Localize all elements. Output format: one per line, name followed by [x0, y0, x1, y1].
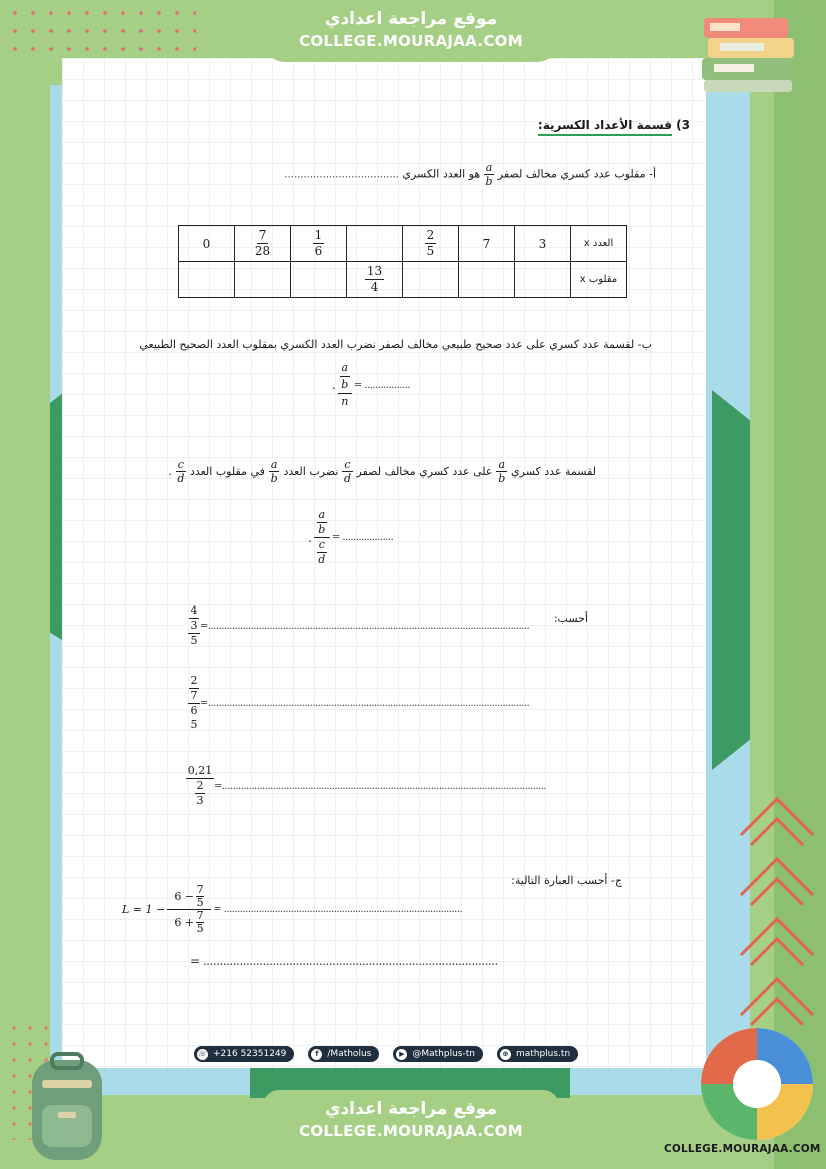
chevron-up-icon: [737, 795, 817, 1035]
part-a-text-before: مقلوب عدد كسري مخالف لصفر: [497, 167, 646, 181]
table-cell[interactable]: [347, 226, 403, 262]
contact-bar: [194, 1046, 578, 1062]
facebook-icon: f: [311, 1049, 322, 1060]
books-icon: [700, 14, 800, 96]
table-cell: $\frac{7}{28}$: [235, 226, 291, 262]
header-site-en: COLLEGE.MOURAJAA.COM: [299, 32, 523, 50]
table-row: [179, 262, 627, 298]
contact-website[interactable]: ⊕ mathplus.tn: [497, 1046, 578, 1062]
part-a-label: أ-: [648, 167, 656, 181]
decor-dots-top: [6, 4, 196, 52]
part-c-blank-2[interactable]: = .........................................................................................: [190, 954, 498, 968]
youtube-icon: ▶: [396, 1049, 407, 1060]
table-cell: $\frac{13}{4}$: [347, 262, 403, 298]
part-b-text: لقسمة عدد كسري على عدد صحيح طبيعي مخالف لصفر نضرب العدد الكسري بمقلوب العدد الصحيح الطبيعي: [139, 338, 635, 351]
part-a-statement: [284, 161, 656, 188]
college-logo-icon: [697, 1025, 817, 1143]
backpack-icon: [12, 1050, 122, 1165]
part-b-blank-2[interactable]: = ...................: [331, 532, 394, 543]
contact-facebook[interactable]: f /Matholus: [308, 1046, 379, 1062]
decor-green-right: [712, 390, 750, 770]
table-header-reciprocal: مقلوب x: [571, 262, 627, 298]
table-cell: $\frac{2}{5}$: [403, 226, 459, 262]
footer-site-ar: موقع مراجعة اعدادي: [324, 1099, 498, 1119]
part-b-statement: [139, 338, 652, 351]
section-title: [538, 118, 690, 132]
header-site-ar: موقع مراجعة اعدادي: [324, 9, 498, 29]
part-b-label: ب-: [637, 338, 652, 351]
part-b-statement-2: لقسمة عدد كسري a b على عدد كسري مخالف لصفر c d نضرب العدد a b في مقلوب العدد c d .: [168, 458, 596, 485]
section-title-text: قسمة الأعداد الكسرية:: [538, 118, 672, 136]
part-a-blank[interactable]: ....................................: [284, 169, 399, 181]
footer-site-banner[interactable]: [263, 1090, 559, 1154]
table-cell[interactable]: [291, 262, 347, 298]
compute-blank-1[interactable]: =........................................................................................................................: [200, 620, 530, 632]
reciprocal-table: [178, 225, 627, 298]
table-cell: 7: [459, 226, 515, 262]
part-b-expression-1: . a b n = .................: [332, 361, 410, 408]
worksheet-content: [62, 58, 706, 1068]
compute-blank-3[interactable]: =.........................................................................................................................: [214, 780, 547, 792]
web-icon: ⊕: [500, 1049, 511, 1060]
table-cell[interactable]: [179, 262, 235, 298]
part-a-fraction: $\frac{a}{b}$: [485, 161, 493, 188]
part-b-expression-2: . a b c d = ...................: [308, 508, 394, 566]
phone-icon: ☏: [198, 1050, 207, 1058]
table-cell: 0: [179, 226, 235, 262]
part-b-blank-1[interactable]: = .................: [353, 379, 410, 391]
table-cell[interactable]: [403, 262, 459, 298]
table-cell: $\frac{1}{6}$: [291, 226, 347, 262]
badge-site-text: COLLEGE.MOURAJAA.COM: [664, 1143, 821, 1155]
part-a-text-after: هو العدد الكسري: [402, 167, 481, 181]
compute-exercise-1: 4 3 5 =........................................................................................................................: [188, 604, 529, 648]
table-header-number: العدد x: [571, 226, 627, 262]
contact-youtube[interactable]: ▶ @Mathplus-tn: [393, 1046, 483, 1062]
part-c-label: ج- أحسب العبارة التالية:: [511, 874, 622, 887]
compute-exercise-3: 0,21 2 3 =.........................................................................................................................: [187, 764, 547, 807]
footer-site-en: COLLEGE.MOURAJAA.COM: [299, 1122, 523, 1140]
table-cell[interactable]: [515, 262, 571, 298]
part-c-blank-1[interactable]: = .........................................................................................: [213, 904, 463, 915]
compute-label: أحسب:: [553, 612, 588, 625]
table-cell[interactable]: [459, 262, 515, 298]
compute-blank-2[interactable]: =........................................................................................................................: [200, 697, 530, 709]
table-row: [179, 226, 627, 262]
table-cell: 3: [515, 226, 571, 262]
section-number: 3): [676, 118, 690, 132]
compute-exercise-2: 2 7 6 5 =........................................................................................................................: [188, 674, 529, 732]
part-c-expression: L = 1 − 6 − 7 5 6 + 7 5 = .........................................................................................: [122, 883, 463, 935]
table-cell[interactable]: [235, 262, 291, 298]
header-site-banner[interactable]: [263, 0, 559, 62]
contact-phone[interactable]: ☏ +216 52351249: [194, 1046, 294, 1062]
